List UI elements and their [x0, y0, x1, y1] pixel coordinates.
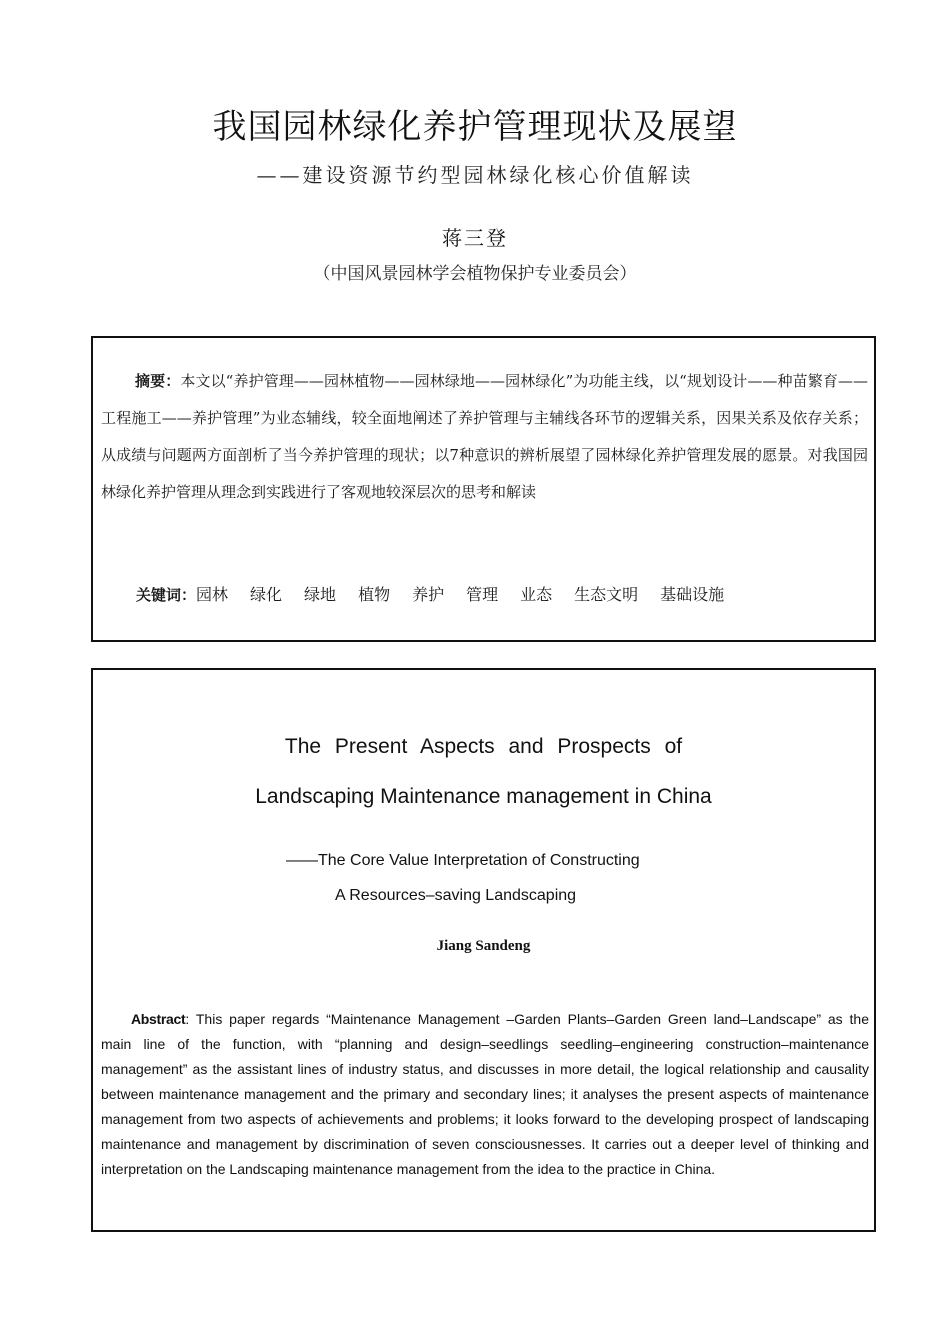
english-abstract: [101, 1007, 869, 1182]
keyword: 业态: [520, 585, 553, 604]
abstract-text-en: : This paper regards “Maintenance Management –Garden Plants–Garden Green land–Landscape” as the main line of the function, with “planning and design–seedlings seedling–engineering construction–maintenance management” as the assistant lines of industry status, and discusses in more detail, the logical relationship and causality between maintenance management and the primary and secondary lines; it analyses the present aspects of maintenance management from two aspects of achievements and problems; it looks forward to the developing prospect of landscaping maintenance and management by discrimination of seven consciousnesses. It carries out a deeper level of thinking and interpretation on the Landscaping maintenance management from the idea to the practice in China.: [101, 1011, 869, 1177]
abstract-label-cn: 摘要：: [135, 372, 181, 390]
author-name: 蒋三登: [442, 226, 508, 250]
keyword: 管理: [466, 585, 499, 604]
paper-title: 我国园林绿化养护管理现状及展望: [212, 107, 738, 147]
author-affiliation: （中国风景园林学会植物保护专业委员会）: [313, 264, 637, 284]
english-title-line1: The Present Aspects and Prospects of: [284, 735, 683, 758]
keyword: 基础设施: [660, 585, 725, 604]
keywords-label: 关键词：: [136, 586, 197, 604]
keywords-row: [136, 582, 746, 608]
keyword: 园林: [196, 585, 229, 604]
english-abstract-box: [91, 668, 876, 1232]
keyword: 植物: [358, 585, 391, 604]
chinese-abstract-box: [91, 336, 876, 642]
paper-subtitle: ——建设资源节约型园林绿化核心价值解读: [256, 163, 694, 187]
keyword: 养护: [412, 585, 445, 604]
abstract-text-cn: 本文以“养护管理——园林植物——园林绿地——园林绿化”为功能主线，以“规划设计——种苗繁育——工程施工——养护管理”为业态辅线，较全面地阐述了养护管理与主辅线各环节的逻辑关系，因果关系及依存关系；从成绩与问题两方面剖析了当今养护管理的现状；以7种意识的辨析展望了园林绿化养护管理发展的愿景。对我国园林绿化养护管理从理念到实践进行了客观地较深层次的思考和解读: [101, 372, 868, 501]
english-subtitle-line1: ——The Core Value Interpretation of Constructing: [286, 852, 640, 869]
keyword: 绿地: [304, 585, 337, 604]
english-author: Jiang Sandeng: [436, 938, 531, 954]
english-subtitle-line2: A Resources–saving Landscaping: [335, 887, 577, 904]
chinese-abstract: [101, 363, 868, 511]
abstract-label-en: Abstract: [131, 1011, 186, 1027]
english-title-line2: Landscaping Maintenance management in China: [255, 785, 712, 808]
keyword: 绿化: [250, 585, 283, 604]
keyword: 生态文明: [574, 585, 639, 604]
